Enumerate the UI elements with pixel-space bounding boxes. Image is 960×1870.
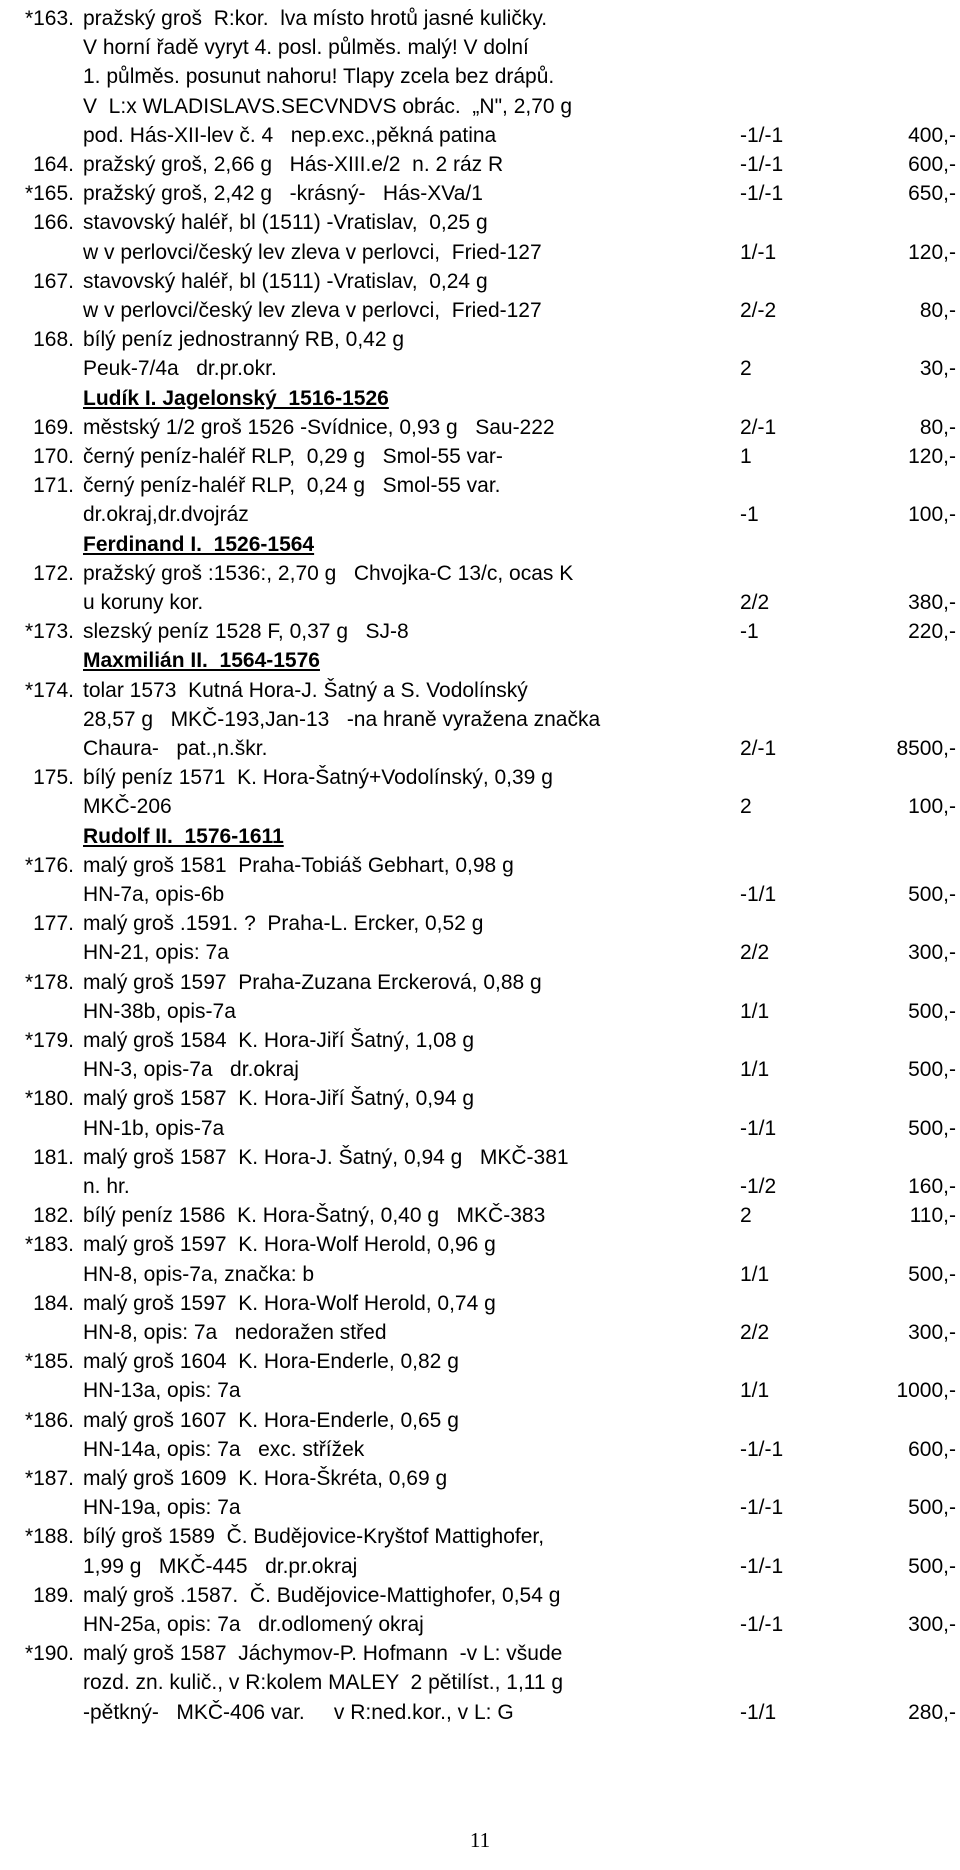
- catalog-line: [0, 1464, 960, 1493]
- item-number: *190.: [24, 1642, 74, 1666]
- section-heading: [0, 530, 960, 559]
- item-description: malý groš 1607 K. Hora-Enderle, 0,65 g: [83, 1408, 459, 1432]
- item-grade: -1/-1: [740, 1554, 784, 1578]
- catalog-line: [0, 1668, 960, 1697]
- item-description: V horní řadě vyryt 4. posl. půlměs. malý! V dolní: [83, 36, 529, 60]
- catalog-line: [0, 179, 960, 208]
- catalog-line: [0, 1114, 960, 1143]
- catalog-line: [0, 1084, 960, 1113]
- item-description: Peuk-7/4a dr.pr.okr.: [83, 357, 277, 381]
- item-description: -pětkný- MKČ-406 var. v R:ned.kor., v L: G: [83, 1700, 514, 1724]
- item-grade: -1/-1: [740, 182, 784, 206]
- item-description: HN-3, opis-7a dr.okraj: [83, 1058, 299, 1082]
- catalog-line: [0, 1347, 960, 1376]
- item-description: 1,99 g MKČ-445 dr.pr.okraj: [83, 1554, 358, 1578]
- item-grade: -1/-1: [740, 1613, 784, 1636]
- catalog-line: [0, 296, 960, 325]
- catalog-line: [0, 1376, 960, 1405]
- catalog-line: [0, 92, 960, 121]
- catalog-line: [0, 588, 960, 617]
- item-number: *165.: [24, 182, 74, 206]
- item-number: 182.: [33, 1204, 74, 1228]
- item-description: pod. Hás-XII-lev č. 4 nep.exc.,pěkná patina: [83, 123, 497, 147]
- item-number: 184.: [33, 1291, 74, 1315]
- catalog-line: [0, 1055, 960, 1084]
- item-grade: -1/1: [740, 1116, 777, 1140]
- item-price: 300,-: [908, 1613, 956, 1636]
- catalog-line: [0, 208, 960, 237]
- item-number: 177.: [33, 912, 74, 936]
- item-description: HN-8, opis-7a, značka: b: [83, 1262, 315, 1286]
- item-description: pražský groš :1536:, 2,70 g Chvojka-C 13/c, ocas K: [83, 561, 574, 585]
- catalog-line: [0, 325, 960, 354]
- item-number: 166.: [33, 211, 74, 235]
- item-number: *163.: [24, 7, 74, 30]
- item-price: 600,-: [908, 153, 956, 176]
- item-price: 500,-: [908, 999, 956, 1023]
- item-grade: -1: [740, 620, 759, 644]
- item-grade: 1/-1: [740, 240, 777, 264]
- item-grade: -1/1: [740, 883, 777, 906]
- item-description: pražský groš R:kor. lva místo hrotů jasné kuličky.: [83, 7, 548, 30]
- item-grade: 2/2: [740, 591, 770, 614]
- catalog-line: [0, 851, 960, 880]
- catalog-line: [0, 238, 960, 267]
- item-description: Ferdinand I. 1526-1564: [83, 532, 315, 556]
- item-description: malý groš 1597 K. Hora-Wolf Herold, 0,74 g: [83, 1291, 496, 1315]
- item-number: *176.: [24, 853, 74, 877]
- section-heading: [0, 646, 960, 675]
- item-price: 100,-: [908, 503, 956, 527]
- item-description: malý groš 1587 K. Hora-Jiří Šatný, 0,94 g: [83, 1087, 475, 1111]
- item-description: slezský peníz 1528 F, 0,37 g SJ-8: [83, 620, 409, 644]
- item-number: *188.: [24, 1525, 74, 1549]
- catalog-line: [0, 676, 960, 705]
- item-grade: 2/-1: [740, 415, 777, 439]
- item-description: stavovský haléř, bl (1511) -Vratislav, 0,24 g: [83, 269, 488, 293]
- catalog-line: [0, 413, 960, 442]
- item-description: Chaura- pat.,n.škr.: [83, 737, 268, 760]
- catalog-line: [0, 968, 960, 997]
- item-price: 120,-: [908, 445, 956, 468]
- item-grade: 2/2: [740, 941, 770, 965]
- item-description: HN-19a, opis: 7a: [83, 1496, 241, 1520]
- item-grade: 2/-2: [740, 299, 777, 322]
- catalog-line: [0, 909, 960, 938]
- item-grade: 2/-1: [740, 737, 777, 760]
- catalog-line: [0, 1230, 960, 1259]
- item-grade: 2: [740, 357, 752, 381]
- catalog-line: [0, 734, 960, 763]
- item-price: 120,-: [908, 240, 956, 264]
- item-description: n. hr.: [83, 1175, 130, 1198]
- catalog-line: [0, 880, 960, 909]
- item-description: V L:x WLADISLAVS.SECVNDVS obrác. „N", 2,70 g: [83, 94, 573, 118]
- item-grade: 1/1: [740, 1058, 770, 1082]
- item-number: *183.: [24, 1233, 74, 1257]
- item-price: 160,-: [908, 1175, 956, 1198]
- catalog-line: [0, 1026, 960, 1055]
- catalog-line: [0, 1493, 960, 1522]
- catalog-line: [0, 150, 960, 179]
- catalog-line: [0, 792, 960, 821]
- item-description: městský 1/2 groš 1526 -Svídnice, 0,93 g Sau-222: [83, 415, 555, 439]
- item-description: 1. půlměs. posunut nahoru! Tlapy zcela bez drápů.: [83, 65, 555, 89]
- item-description: rozd. zn. kulič., v R:kolem MALEY 2 pětilíst., 1,11 g: [83, 1671, 564, 1695]
- catalog-line: [0, 559, 960, 588]
- item-description: HN-1b, opis-7a: [83, 1116, 225, 1140]
- section-heading: [0, 384, 960, 413]
- item-price: 100,-: [908, 795, 956, 819]
- item-description: malý groš 1581 Praha-Tobiáš Gebhart, 0,98 g: [83, 853, 514, 877]
- catalog-line: [0, 938, 960, 967]
- item-grade: 2/2: [740, 1321, 770, 1344]
- catalog-line: [0, 1610, 960, 1639]
- item-description: HN-38b, opis-7a: [83, 999, 236, 1023]
- catalog-line: [0, 1639, 960, 1668]
- item-number: 169.: [33, 415, 74, 439]
- item-number: 164.: [33, 153, 74, 176]
- item-description: bílý groš 1589 Č. Budějovice-Kryštof Mattighofer,: [83, 1525, 545, 1549]
- catalog-line: [0, 121, 960, 150]
- catalog-line: [0, 1435, 960, 1464]
- item-number: 189.: [33, 1583, 74, 1607]
- catalog-line: [0, 617, 960, 646]
- catalog-line: [0, 1698, 960, 1727]
- item-description: malý groš 1597 Praha-Zuzana Erckerová, 0,88 g: [83, 970, 542, 994]
- item-description: pražský groš, 2,42 g -krásný- Hás-XVa/1: [83, 182, 483, 206]
- item-description: Maxmilián II. 1564-1576: [83, 649, 320, 673]
- item-price: 1000,-: [896, 1379, 956, 1403]
- item-description: w v perlovci/český lev zleva v perlovci, Fried-127: [83, 240, 542, 264]
- item-grade: -1/-1: [740, 1496, 784, 1520]
- item-description: w v perlovci/český lev zleva v perlovci, Fried-127: [83, 299, 542, 322]
- item-description: bílý peníz 1586 K. Hora-Šatný, 0,40 g MKČ-383: [83, 1204, 546, 1228]
- item-number: *187.: [24, 1467, 74, 1490]
- item-description: černý peníz-haléř RLP, 0,29 g Smol-55 var-: [83, 445, 503, 468]
- catalog-line: [0, 442, 960, 471]
- item-description: malý groš .1591. ? Praha-L. Ercker, 0,52 g: [83, 912, 484, 936]
- item-description: MKČ-206: [83, 795, 172, 819]
- item-description: u koruny kor.: [83, 591, 204, 614]
- item-grade: -1: [740, 503, 759, 527]
- page-number: 11: [469, 1828, 491, 1852]
- item-price: 300,-: [908, 941, 956, 965]
- item-price: 500,-: [908, 1116, 956, 1140]
- item-price: 500,-: [908, 883, 956, 906]
- item-description: malý groš 1609 K. Hora-Škréta, 0,69 g: [83, 1467, 448, 1490]
- catalog-line: [0, 1289, 960, 1318]
- catalog-line: [0, 1201, 960, 1230]
- item-number: *174.: [24, 678, 74, 702]
- item-number: *185.: [24, 1350, 74, 1374]
- catalog-line: [0, 1581, 960, 1610]
- item-description: pražský groš, 2,66 g Hás-XIII.e/2 n. 2 ráz R: [83, 153, 504, 176]
- item-description: malý groš 1604 K. Hora-Enderle, 0,82 g: [83, 1350, 459, 1374]
- catalog-line: [0, 1318, 960, 1347]
- item-price: 500,-: [908, 1058, 956, 1082]
- catalog-line: [0, 354, 960, 383]
- item-description: HN-25a, opis: 7a dr.odlomený okraj: [83, 1613, 424, 1636]
- catalog-line: [0, 471, 960, 500]
- item-number: 171.: [33, 474, 74, 498]
- catalog-line: [0, 705, 960, 734]
- catalog-line: [0, 763, 960, 792]
- item-number: 168.: [33, 328, 74, 352]
- item-price: 500,-: [908, 1262, 956, 1286]
- item-number: 170.: [33, 445, 74, 468]
- item-price: 650,-: [908, 182, 956, 206]
- item-price: 400,-: [908, 123, 956, 147]
- item-price: 30,-: [919, 357, 956, 381]
- item-grade: 1: [740, 445, 752, 468]
- item-description: HN-14a, opis: 7a exc. střížek: [83, 1437, 365, 1461]
- catalog-line: [0, 500, 960, 529]
- item-number: 175.: [33, 766, 74, 790]
- item-number: *178.: [24, 970, 74, 994]
- catalog-line: [0, 267, 960, 296]
- item-description: malý groš 1587 K. Hora-J. Šatný, 0,94 g MKČ-381: [83, 1145, 569, 1169]
- item-description: tolar 1573 Kutná Hora-J. Šatný a S. Vodolínský: [83, 678, 528, 702]
- item-number: *173.: [24, 620, 74, 644]
- item-description: malý groš 1587 Jáchymov-P. Hofmann -v L: všude: [83, 1642, 563, 1666]
- item-grade: 1/1: [740, 999, 770, 1023]
- catalog-line: [0, 62, 960, 91]
- item-number: *179.: [24, 1029, 74, 1052]
- catalog-line: [0, 1172, 960, 1201]
- item-number: *186.: [24, 1408, 74, 1432]
- catalog-line: [0, 1522, 960, 1551]
- item-number: 167.: [33, 269, 74, 293]
- item-grade: -1/-1: [740, 123, 784, 147]
- item-price: 500,-: [908, 1554, 956, 1578]
- item-grade: -1/2: [740, 1175, 777, 1198]
- item-grade: 1/1: [740, 1262, 770, 1286]
- item-grade: 2: [740, 1204, 752, 1228]
- catalog-line: [0, 1260, 960, 1289]
- item-number: 172.: [33, 561, 74, 585]
- item-grade: -1/1: [740, 1700, 777, 1724]
- item-description: malý groš .1587. Č. Budějovice-Mattighofer, 0,54 g: [83, 1583, 561, 1607]
- item-grade: 1/1: [740, 1379, 770, 1403]
- catalog-line: [0, 1406, 960, 1435]
- item-number: 181.: [33, 1145, 74, 1169]
- item-price: 500,-: [908, 1496, 956, 1520]
- item-grade: -1/-1: [740, 153, 784, 176]
- item-description: Ludík I. Jagelonský 1516-1526: [83, 386, 389, 410]
- item-description: dr.okraj,dr.dvojráz: [83, 503, 249, 527]
- catalog-line: [0, 997, 960, 1026]
- item-description: HN-13a, opis: 7a: [83, 1379, 241, 1403]
- item-price: 220,-: [908, 620, 956, 644]
- item-price: 380,-: [908, 591, 956, 614]
- item-description: stavovský haléř, bl (1511) -Vratislav, 0,25 g: [83, 211, 488, 235]
- catalog-line: [0, 33, 960, 62]
- item-price: 8500,-: [896, 737, 956, 760]
- section-heading: [0, 822, 960, 851]
- item-price: 300,-: [908, 1321, 956, 1344]
- item-description: černý peníz-haléř RLP, 0,24 g Smol-55 var.: [83, 474, 501, 498]
- item-description: malý groš 1584 K. Hora-Jiří Šatný, 1,08 g: [83, 1029, 475, 1052]
- item-description: bílý peníz 1571 K. Hora-Šatný+Vodolínský, 0,39 g: [83, 766, 553, 790]
- item-price: 110,-: [909, 1204, 956, 1228]
- item-description: bílý peníz jednostranný RB, 0,42 g: [83, 328, 405, 352]
- item-price: 600,-: [908, 1437, 956, 1461]
- item-grade: 2: [740, 795, 752, 819]
- catalog-line: [0, 1552, 960, 1581]
- item-description: HN-8, opis: 7a nedoražen střed: [83, 1321, 387, 1344]
- item-grade: -1/-1: [740, 1437, 784, 1461]
- item-description: HN-7a, opis-6b: [83, 883, 225, 906]
- catalog-line: [0, 4, 960, 33]
- item-description: Rudolf II. 1576-1611: [83, 824, 284, 848]
- item-price: 80,-: [919, 415, 956, 439]
- item-price: 80,-: [919, 299, 956, 322]
- item-description: HN-21, opis: 7a: [83, 941, 229, 965]
- item-price: 280,-: [908, 1700, 956, 1724]
- item-description: 28,57 g MKČ-193,Jan-13 -na hraně vyražena značka: [83, 707, 601, 731]
- item-number: *180.: [24, 1087, 74, 1111]
- item-description: malý groš 1597 K. Hora-Wolf Herold, 0,96 g: [83, 1233, 496, 1257]
- catalog-line: [0, 1143, 960, 1172]
